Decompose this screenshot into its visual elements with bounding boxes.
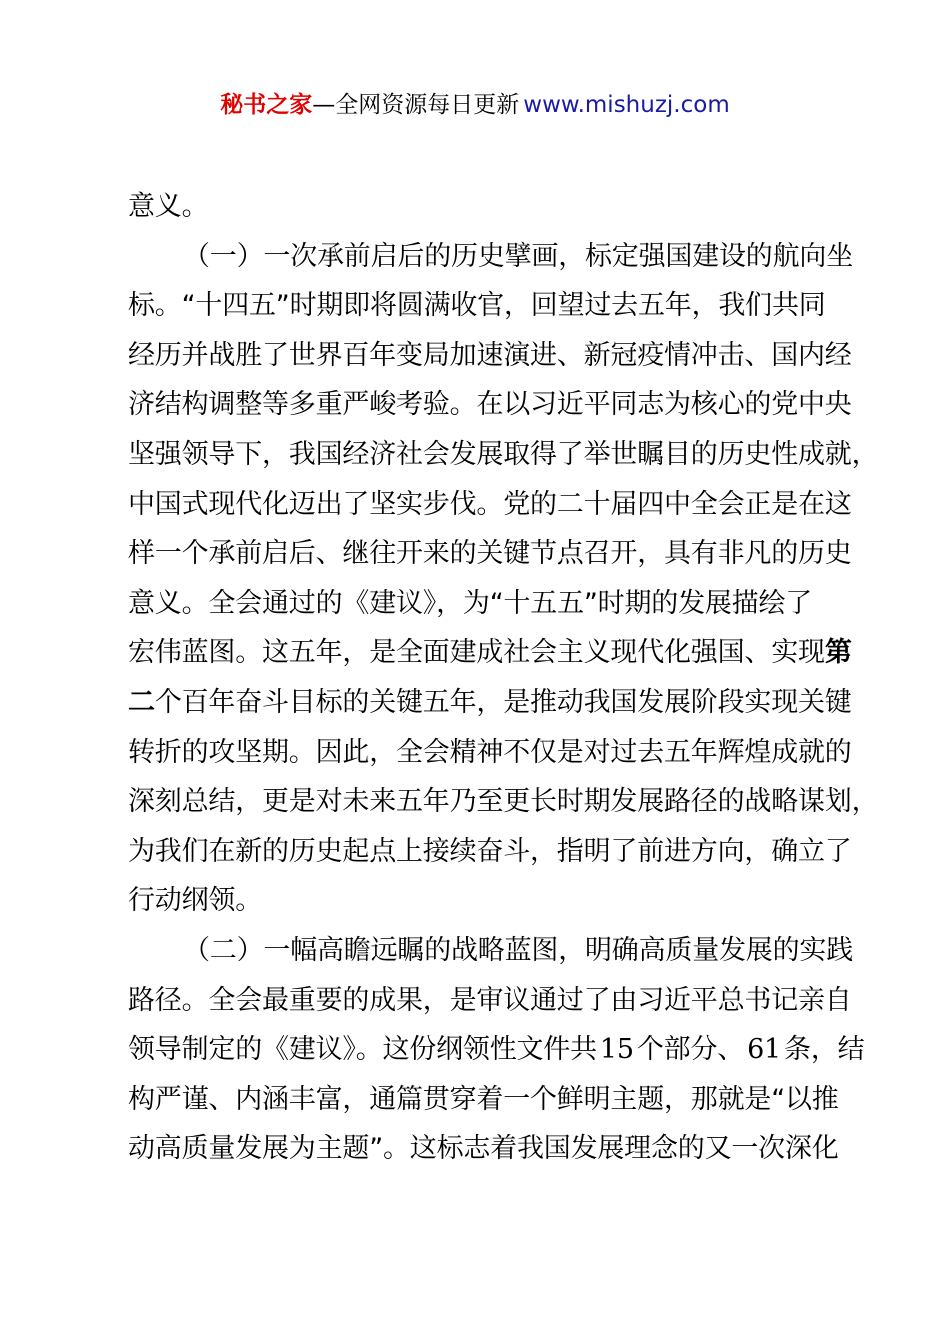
text-line: 为我们在新的历史起点上接续奋斗，指明了前进方向，确立了: [128, 835, 852, 867]
text-line: 标。“十四五”时期即将圆满收官，回望过去五年，我们共同: [128, 290, 826, 322]
text-segment: 宏伟蓝图。这五年，是全面建成社会主义现代化强国、实现: [128, 637, 825, 669]
site-url-link[interactable]: www.mishuzj.com: [523, 92, 730, 118]
brand-name: 秘书之家: [220, 92, 313, 118]
text-segment: 个百年奋斗目标的关键五年，是推动我国发展阶段实现关键: [154, 686, 852, 718]
text-line: [128, 628, 852, 678]
text-line: 中国式现代化迈出了坚实步伐。党的二十届四中全会正是在这: [128, 488, 852, 520]
text-line: 路径。全会最重要的成果，是审议通过了由习近平总书记亲自: [128, 984, 852, 1016]
text-segment: 个部分、: [636, 1034, 745, 1066]
section-heading-1: （一）一次承前启后的历史擘画，标定强国建设的航向坐: [183, 240, 853, 272]
text-line: [128, 1025, 865, 1075]
text-line: 坚强领导下，我国经济社会发展取得了举世瞩目的历史性成就，: [128, 438, 879, 470]
text-line: 深刻总结，更是对未来五年乃至更长时期发展路径的战略谋划，: [128, 786, 879, 818]
text-line: 意义。全会通过的《建议》，为“十五五”时期的发展描绘了: [128, 587, 813, 619]
text-line: 济结构调整等多重严峻考验。在以习近平同志为核心的党中央: [128, 389, 852, 421]
bold-text: 二: [128, 686, 155, 718]
text-line: 转折的攻坚期。因此，全会精神不仅是对过去五年辉煌成就的: [128, 736, 852, 768]
text-line: 经历并战胜了世界百年变局加速演进、新冠疫情冲击、国内经: [128, 339, 852, 371]
text-line: 动高质量发展为主题”。这标志着我国发展理念的又一次深化: [128, 1133, 839, 1165]
header-tagline: —全网资源每日更新: [312, 92, 520, 118]
number-text: 15: [599, 1034, 634, 1066]
text-line: 样一个承前启后、继往开来的关键节点召开，具有非凡的历史: [128, 538, 852, 570]
site-header: [0, 88, 950, 122]
text-line: 行动纲领。: [128, 885, 262, 917]
text-segment: 条，结: [784, 1034, 865, 1066]
section-heading-2: （二）一幅高瞻远瞩的战略蓝图，明确高质量发展的实践: [183, 934, 853, 966]
text-line: [128, 678, 852, 728]
bold-text: 第: [824, 637, 852, 669]
text-line: 意义。: [128, 191, 209, 222]
text-segment: 领导制定的《建议》。这份纲领性文件共: [128, 1034, 597, 1066]
text-line: 构严谨、内涵丰富，通篇贯穿着一个鲜明主题，那就是“以推: [128, 1083, 839, 1115]
document-body: [128, 182, 879, 1174]
number-text: 61: [747, 1034, 782, 1066]
